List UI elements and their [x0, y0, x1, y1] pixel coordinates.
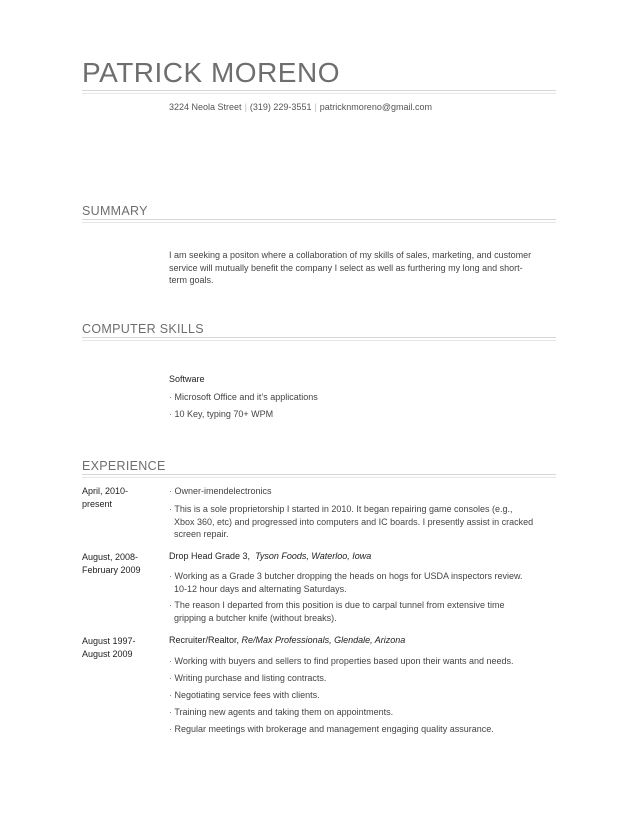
summary-text: I am seeking a positon where a collaboration of my skills of sales, marketing, and customer service will mutually benefit the company I select as well as furthering my long and short-term goals.: [169, 250, 532, 285]
skills-heading: Software: [169, 374, 205, 384]
job-bullet: [169, 723, 534, 736]
job-bullet: [169, 689, 534, 702]
applicant-name: PATRICK MORENO: [82, 57, 340, 88]
job-title: [169, 635, 405, 645]
skill-item: [169, 391, 534, 404]
job-bullet-text: Negotiating service fees with clients.: [174, 690, 320, 700]
skill-item: [169, 408, 534, 421]
job-date: [82, 551, 162, 576]
job-bullet: [169, 485, 534, 498]
job-bullet-text: The reason I departed from this position is due to carpal tunnel from extensive time gripping a butcher knife (without breaks).: [174, 600, 505, 623]
job-date-end: February 2009: [82, 564, 141, 575]
phone: (319) 229-3551: [249, 102, 312, 112]
job-company: Tyson Foods, Waterloo, Iowa: [255, 551, 372, 561]
skills-rule-thin: [82, 340, 556, 341]
computer-skills-title: COMPUTER SKILLS: [82, 322, 204, 336]
bullet-dot: ·: [169, 600, 172, 610]
experience-title: EXPERIENCE: [82, 459, 166, 473]
header-rule: [82, 90, 556, 91]
job-bullet: [169, 599, 534, 624]
address: 3224 Neola Street: [169, 102, 242, 112]
bullet-dot: ·: [169, 571, 172, 581]
summary-rule-thin: [82, 222, 556, 223]
experience-rule-thin: [82, 477, 556, 478]
job-title: [169, 551, 371, 561]
contact-separator: |: [314, 102, 317, 112]
job-bullet-text: Owner-imendelectronics: [174, 486, 272, 496]
bullet-dot: ·: [169, 707, 172, 717]
job-bullet: [169, 570, 534, 595]
email: patricknmoreno@gmail.com: [319, 102, 432, 112]
header-rule-thin: [82, 93, 556, 94]
job-company: Re/Max Professionals, Glendale, Arizona: [241, 635, 406, 645]
bullet-dot: ·: [169, 656, 172, 666]
job-bullet: [169, 672, 534, 685]
job-role: Recruiter/Realtor,: [169, 635, 240, 645]
job-date-end: August 2009: [82, 648, 133, 659]
summary-rule: [82, 219, 556, 220]
job-bullet-text: Writing purchase and listing contracts.: [174, 673, 327, 683]
contact-separator: |: [244, 102, 247, 112]
bullet-dot: ·: [169, 690, 172, 700]
job-date-start: August, 2008-: [82, 552, 139, 562]
bullet-dot: ·: [169, 724, 172, 734]
job-date-end: present: [82, 498, 113, 509]
bullet-dot: ·: [169, 673, 172, 683]
job-bullet-text: This is a sole proprietorship I started in 2010. It began repairing game consoles (e.g., Xbox 360, etc) and progressed into computers and IC boards. I presently assist in cracked screen repair.: [174, 504, 534, 539]
skill-item-text: 10 Key, typing 70+ WPM: [174, 409, 274, 419]
skill-item-text: Microsoft Office and it’s applications: [174, 392, 318, 402]
job-bullet-text: Working with buyers and sellers to find properties based upon their wants and needs.: [174, 656, 514, 666]
experience-rule: [82, 474, 556, 475]
bullet-dot: ·: [169, 504, 172, 514]
contact-line: [169, 102, 432, 112]
bullet-dot: ·: [169, 392, 172, 402]
job-bullet-text: Working as a Grade 3 butcher dropping the heads on hogs for USDA inspectors review. 10-12 hour days and alternating Saturdays.: [174, 571, 523, 594]
job-role: Drop Head Grade 3,: [169, 551, 251, 561]
skills-rule: [82, 337, 556, 338]
job-date-start: April, 2010-: [82, 486, 129, 496]
job-bullet: [169, 706, 534, 719]
job-date: [82, 635, 162, 660]
job-date: [82, 485, 162, 510]
job-bullet-text: Training new agents and taking them on appointments.: [174, 707, 394, 717]
bullet-dot: ·: [169, 409, 172, 419]
job-bullet: [169, 655, 534, 668]
summary-title: SUMMARY: [82, 204, 148, 218]
job-bullet: [169, 503, 534, 541]
job-bullet-text: Regular meetings with brokerage and management engaging quality assurance.: [174, 724, 494, 734]
bullet-dot: ·: [169, 486, 172, 496]
job-date-start: August 1997-: [82, 636, 136, 646]
